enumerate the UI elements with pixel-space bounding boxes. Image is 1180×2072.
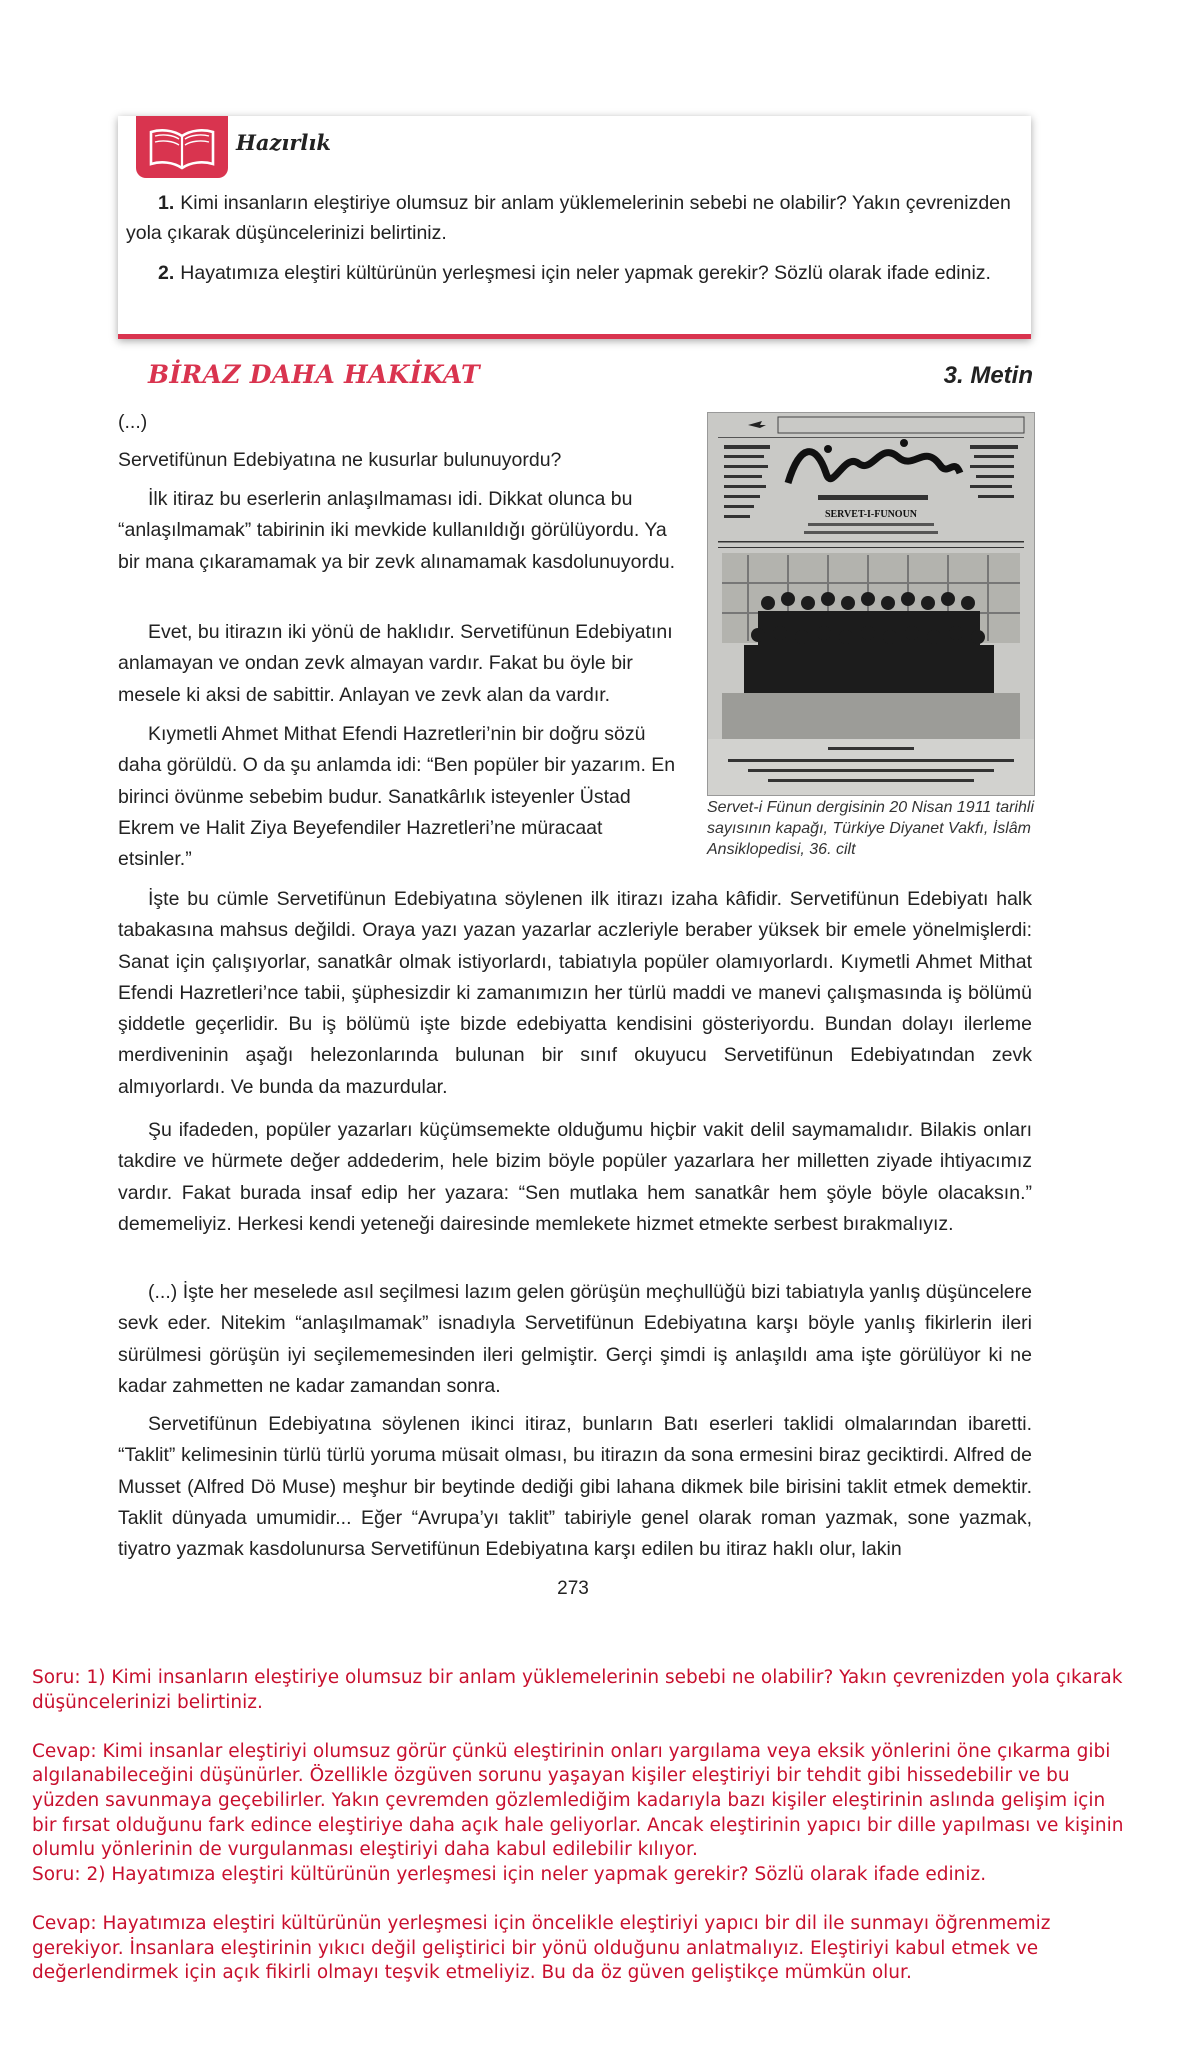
preparation-question-2 — [126, 258, 1026, 288]
article-title: BİRAZ DAHA HAKİKAT — [148, 360, 480, 389]
answer-line — [32, 1715, 1180, 1740]
page-number: 273 — [557, 1578, 589, 1599]
paragraph: Evet, bu itirazın iki yönü de haklıdır. Servetifünun Edebiyatını anlamayan ve ondan zevk almayan vardır. Fakat bu öyle bir mesele ki aksi de sabittir. Anlayan ve zevk alan da vardır. — [118, 621, 673, 706]
answer-line: gerekiyor. İnsanlara eleştirinin yıkıcı değil geliştirici bir yönü olduğunu anlatmalıyız. Eleştiriyi kabul etmek ve — [32, 1937, 1039, 1959]
question-number: 1. — [158, 192, 175, 214]
open-book-icon — [136, 116, 228, 178]
text-label: 3. Metin — [943, 362, 1033, 389]
question-text: Hayatımıza eleştiri kültürünün yerleşmesi için neler yapmak gerekir? Sözlü olarak ifade ediniz. — [180, 262, 991, 284]
answer-line: bir fırsat olduğunu fark edince eleştiriye daha açık hale geliyorlar. Ancak eleştirinin yapıcı bir dille yapılması ve kişinin — [32, 1814, 1124, 1836]
answer-line: Soru: 2) Hayatımıza eleştiri kültürünün yerleşmesi için neler yapmak gerekir? Sözlü olarak ifade ediniz. — [32, 1863, 987, 1885]
preparation-question-1 — [126, 188, 1026, 248]
paragraph: (...) — [118, 411, 148, 433]
paragraph: İşte bu cümle Servetifünun Edebiyatına söylenen ilk itirazı izaha kâfidir. Servetifünun Edebiyatı halk tabakasına mahsus değildi. Oraya yazı yazan yazarlar aczleriyle beraber yüksek bir emele yönelmişlerdi: Sanat için çalışıyorlar, sanatkâr olmak istiyorlardı, tabiatıyla popüler olamıyorlardı. Kıymetli Ahmet Mithat Efendi Hazretleri’nce tabii, şüphesizdir ki zamanımızın her türlü maddi ve manevi çalışmasında iş bölümü şiddetle geçerlidir. Bu iş bölümü işte bizde edebiyatta kendisini gösteriyordu. Bundan dolayı ilerleme merdiveninin aşağı helezonlarında bulunan bir sınıf okuyucu Servetifünun Edebiyatından zevk almıyorlardı. Ve bunda da mazurdular. — [118, 888, 1032, 1098]
answer-line: Cevap: Kimi insanlar eleştiriyi olumsuz görür çünkü eleştirinin onları yargılama veya eksik yönlerini öne çıkarma gibi — [32, 1740, 1111, 1762]
answer-line: Soru: 1) Kimi insanların eleştiriye olumsuz bir anlam yüklemelerinin sebebi ne olabilir? Yakın çevrenizden yola çıkarak — [32, 1667, 1123, 1688]
paragraph: (...) İşte her meselede asıl seçilmesi lazım gelen görüşün meçhullüğü bizi tabiatıyla yanlış düşüncelere sevk eder. Nitekim “anlaşılmamak” isnadıyla Servetifünun Edebiyatına karşı böyle yanlış fikirlerin ileri sürülmesi görüşün iyi seçilememesinden ileri gelmiştir. Gerçi şimdi iş anlaşıldı ama işte görülüyor ki ne kadar zahmetten ne kadar zamandan sonra. — [118, 1281, 1032, 1397]
masthead-latin: SERVET-I-FUNOUN — [824, 509, 918, 520]
answer-line: düşüncelerinizi belirtiniz. — [32, 1691, 263, 1713]
paragraph: Kıymetli Ahmet Mithat Efendi Hazretleri’nin bir doğru sözü daha görüldü. O da şu anlamda idi: “Ben popüler bir yazarım. En birinci övünme sebebim budur. Sanatkârlık isteyenler Üstad Ekrem ve Halit Ziya Beyefendiler Hazretleri’ne müracaat etsinler.” — [118, 723, 676, 871]
preparation-title: Hazırlık — [236, 130, 331, 155]
question-number: 2. — [158, 262, 175, 284]
preparation-box — [118, 116, 1031, 339]
answer-line: olumlu yönlerinin de vurgulanması eleştiriyi daha kabul edilebilir kılıyor. — [32, 1839, 698, 1861]
paragraph: Servetifünun Edebiyatına ne kusurlar bulunuyordu? — [118, 449, 562, 471]
magazine-cover-image — [707, 412, 1035, 796]
paragraph: Şu ifadeden, popüler yazarları küçümsemekte olduğumu hiçbir vakit delil saymamalıdır. Bilakis onları takdire ve hürmete değer addederim, hele bizim böyle popüler yazarlara her milletten ziyade ihtiyacımız vardır. Fakat burada insaf edip her yazara: “Sen mutlaka hem sanatkâr hem şöyle böyle olacaksın.” dememeliyiz. Herkesi kendi yeteneği dairesinde memlekete hizmet etmekte serbest bırakmalıyız. — [118, 1119, 1032, 1235]
paragraph: Servetifünun Edebiyatına söylenen ikinci itiraz, bunların Batı eserleri taklidi olmalarından ibaretti. “Taklit” kelimesinin türlü türlü yoruma müsait olması, bu itirazın da sona ermesini biraz geciktirdi. Alfred de Musset (Alfred Dö Muse) meşhur bir beytinde dediği gibi lahana dikmek bile birisini taklit etmek demektir. Taklit dünyada umumidir... Eğer “Avrupa’yı taklit” tabiriyle genel olarak roman yazmak, sone yazmak, tiyatro yazmak kasdolunursa Servetifünun Edebiyatına karşı edilen bu itiraz haklı olur, lakin — [118, 1413, 1032, 1561]
answer-line: değerlendirmek için açık fikirli olmayı teşvik etmeliyiz. Bu da öz güven geliştikçe mümkün olur. — [32, 1962, 912, 1984]
answer-line: algılanabileceğini düşünürler. Özellikle özgüven sorunu yaşayan kişiler eleştiriyi bir tehdit gibi hissedebilir ve bu — [32, 1765, 1070, 1787]
answer-line: yüzden savunmaya geçebilirler. Yakın çevremden gözlemlediğim kadarıyla bazı kişiler eleştirinin aslında gelişim için — [32, 1789, 1106, 1811]
paragraph: İlk itiraz bu eserlerin anlaşılmaması idi. Dikkat olunca bu “anlaşılmamak” tabirinin iki mevkide kullanıldığı görülüyordu. Ya bir mana çıkaramamak ya bir zevk alınamamak kasdolunuyordu. — [118, 488, 676, 573]
answers-block — [32, 1666, 1180, 1986]
answer-line — [32, 1887, 1180, 1912]
figure-caption: Servet-i Fünun dergisinin 20 Nisan 1911 tarihli sayısının kapağı, Türkiye Diyanet Vakfı, İslâm Ansiklopedisi, 36. cilt — [707, 799, 1034, 858]
answer-line: Cevap: Hayatımıza eleştiri kültürünün yerleşmesi için öncelikle eleştiriyi yapıcı bir dil ile sunmayı öğrenmemiz — [32, 1912, 1051, 1934]
question-text: Kimi insanların eleştiriye olumsuz bir anlam yüklemelerinin sebebi ne olabilir? Yakın çevrenizden yola çıkarak düşüncelerinizi belirtiniz. — [126, 192, 1011, 244]
